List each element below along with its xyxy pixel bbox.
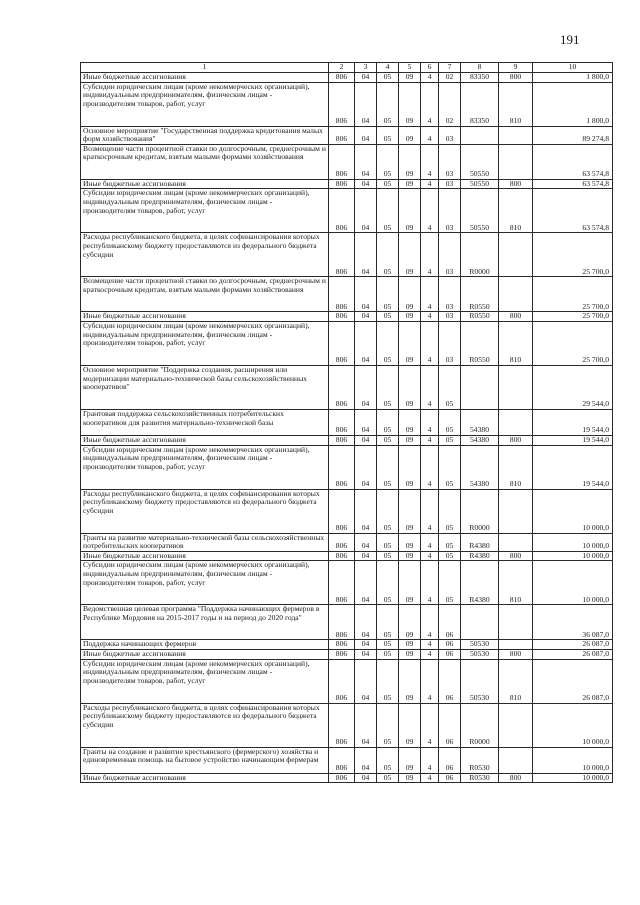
row-program-code: 09 xyxy=(399,73,421,83)
row-expense-type-code: 800 xyxy=(499,551,533,561)
row-ministry-code: 806 xyxy=(329,533,355,551)
row-program-code: 09 xyxy=(399,649,421,659)
row-program-code: 09 xyxy=(399,703,421,747)
row-program-code: 09 xyxy=(399,144,421,179)
row-event-code: 06 xyxy=(439,659,461,703)
row-program-code: 09 xyxy=(399,747,421,773)
row-event-code: 05 xyxy=(439,489,461,533)
row-ministry-code: 806 xyxy=(329,561,355,605)
row-subprogram-code: 4 xyxy=(421,144,439,179)
row-program-code: 09 xyxy=(399,561,421,605)
row-program-code: 09 xyxy=(399,365,421,409)
row-description: Субсидии юридическим лицам (кроме некоммерческих организаций), индивидуальным предпринимателям, физическим лицам - производителям товаров, работ, услуг xyxy=(81,445,329,489)
row-direction-code: R0000 xyxy=(461,233,499,277)
row-ministry-code: 806 xyxy=(329,179,355,189)
row-expense-type-code: 800 xyxy=(499,435,533,445)
row-subsection-code: 05 xyxy=(377,277,399,312)
table-row xyxy=(81,365,613,409)
row-program-code: 09 xyxy=(399,312,421,322)
row-expense-type-code xyxy=(499,233,533,277)
row-event-code: 02 xyxy=(439,82,461,126)
row-direction-code: R4380 xyxy=(461,533,499,551)
row-section-code: 04 xyxy=(355,82,377,126)
row-ministry-code: 806 xyxy=(329,640,355,650)
row-section-code: 04 xyxy=(355,435,377,445)
row-amount: 29 544,0 xyxy=(533,365,613,409)
row-direction-code: 83350 xyxy=(461,73,499,83)
table-row xyxy=(81,445,613,489)
row-section-code: 04 xyxy=(355,277,377,312)
row-subprogram-code: 4 xyxy=(421,365,439,409)
row-subprogram-code: 4 xyxy=(421,747,439,773)
row-description: Возмещение части процентной ставки по долгосрочным, среднесрочным и краткосрочным кредитам, взятым малыми формами хозяйствования xyxy=(81,144,329,179)
row-amount: 10 000,0 xyxy=(533,561,613,605)
row-event-code: 05 xyxy=(439,561,461,605)
row-subprogram-code: 4 xyxy=(421,773,439,783)
row-ministry-code: 806 xyxy=(329,409,355,435)
row-event-code: 03 xyxy=(439,312,461,322)
row-subprogram-code: 4 xyxy=(421,445,439,489)
row-ministry-code: 806 xyxy=(329,773,355,783)
row-expense-type-code: 800 xyxy=(499,179,533,189)
row-program-code: 09 xyxy=(399,773,421,783)
row-amount: 1 800,0 xyxy=(533,82,613,126)
row-section-code: 04 xyxy=(355,144,377,179)
table-row xyxy=(81,773,613,783)
row-program-code: 09 xyxy=(399,640,421,650)
table-row xyxy=(81,321,613,365)
row-subsection-code: 05 xyxy=(377,489,399,533)
row-event-code: 03 xyxy=(439,321,461,365)
row-event-code: 03 xyxy=(439,144,461,179)
row-amount: 25 700,0 xyxy=(533,277,613,312)
table-row xyxy=(81,561,613,605)
row-amount: 10 000,0 xyxy=(533,773,613,783)
row-section-code: 04 xyxy=(355,489,377,533)
row-amount: 63 574,8 xyxy=(533,179,613,189)
row-amount: 10 000,0 xyxy=(533,703,613,747)
row-direction-code: R0530 xyxy=(461,747,499,773)
row-direction-code: R0550 xyxy=(461,312,499,322)
row-program-code: 09 xyxy=(399,551,421,561)
row-section-code: 04 xyxy=(355,659,377,703)
header-cell-name: 1 xyxy=(81,63,329,73)
row-event-code: 06 xyxy=(439,773,461,783)
row-ministry-code: 806 xyxy=(329,445,355,489)
row-ministry-code: 806 xyxy=(329,144,355,179)
row-description: Субсидии юридическим лицам (кроме некоммерческих организаций), индивидуальным предпринимателям, физическим лицам - производителям товаров, работ, услуг xyxy=(81,561,329,605)
header-cell-subsection: 4 xyxy=(377,63,399,73)
row-direction-code: 50550 xyxy=(461,144,499,179)
row-ministry-code: 806 xyxy=(329,649,355,659)
table-row xyxy=(81,179,613,189)
table-row xyxy=(81,605,613,640)
row-direction-code: R0000 xyxy=(461,703,499,747)
row-ministry-code: 806 xyxy=(329,82,355,126)
row-event-code: 06 xyxy=(439,640,461,650)
table-row xyxy=(81,640,613,650)
row-expense-type-code: 810 xyxy=(499,82,533,126)
row-direction-code: 50530 xyxy=(461,659,499,703)
row-event-code: 06 xyxy=(439,703,461,747)
row-description: Иные бюджетные ассигнования xyxy=(81,179,329,189)
table-row xyxy=(81,233,613,277)
row-subprogram-code: 4 xyxy=(421,659,439,703)
row-direction-code: 50550 xyxy=(461,179,499,189)
row-section-code: 04 xyxy=(355,126,377,144)
row-subprogram-code: 4 xyxy=(421,435,439,445)
row-direction-code: R0000 xyxy=(461,489,499,533)
row-subsection-code: 05 xyxy=(377,126,399,144)
row-expense-type-code xyxy=(499,126,533,144)
row-program-code: 09 xyxy=(399,605,421,640)
table-row xyxy=(81,435,613,445)
row-description: Возмещение части процентной ставки по долгосрочным, среднесрочным и краткосрочным кредитам, взятым малыми формами хозяйствования xyxy=(81,277,329,312)
row-subsection-code: 05 xyxy=(377,561,399,605)
table-row xyxy=(81,747,613,773)
row-event-code: 06 xyxy=(439,605,461,640)
row-ministry-code: 806 xyxy=(329,605,355,640)
table-row xyxy=(81,551,613,561)
header-cell-direction: 8 xyxy=(461,63,499,73)
row-expense-type-code: 810 xyxy=(499,189,533,233)
row-subsection-code: 05 xyxy=(377,312,399,322)
row-description: Основное мероприятие "Государственная поддержка кредитования малых форм хозяйствования" xyxy=(81,126,329,144)
row-direction-code: 54380 xyxy=(461,409,499,435)
row-section-code: 04 xyxy=(355,321,377,365)
row-subsection-code: 05 xyxy=(377,144,399,179)
row-amount: 36 087,0 xyxy=(533,605,613,640)
table-row xyxy=(81,144,613,179)
row-description: Грантовая поддержка сельскохозяйственных потребительских кооперативов для развития материально-технической базы xyxy=(81,409,329,435)
row-expense-type-code xyxy=(499,409,533,435)
row-direction-code: 50530 xyxy=(461,640,499,650)
table-row xyxy=(81,189,613,233)
header-cell-section: 3 xyxy=(355,63,377,73)
row-expense-type-code: 800 xyxy=(499,649,533,659)
row-subprogram-code: 4 xyxy=(421,561,439,605)
row-program-code: 09 xyxy=(399,233,421,277)
row-event-code: 05 xyxy=(439,365,461,409)
row-subprogram-code: 4 xyxy=(421,649,439,659)
row-section-code: 04 xyxy=(355,649,377,659)
row-event-code: 05 xyxy=(439,409,461,435)
row-expense-type-code: 810 xyxy=(499,561,533,605)
row-subsection-code: 05 xyxy=(377,409,399,435)
row-description: Иные бюджетные ассигнования xyxy=(81,435,329,445)
row-description: Основное мероприятие "Поддержка создания, расширения или модернизации материально-технической базы сельскохозяйственных кооперативов" xyxy=(81,365,329,409)
header-cell-expense-type: 9 xyxy=(499,63,533,73)
row-description: Субсидии юридическим лицам (кроме некоммерческих организаций), индивидуальным предпринимателям, физическим лицам - производителям товаров, работ, услуг xyxy=(81,82,329,126)
table-row xyxy=(81,409,613,435)
table-row xyxy=(81,703,613,747)
row-ministry-code: 806 xyxy=(329,189,355,233)
row-subsection-code: 05 xyxy=(377,189,399,233)
row-direction-code: R0550 xyxy=(461,277,499,312)
row-subsection-code: 05 xyxy=(377,747,399,773)
row-subprogram-code: 4 xyxy=(421,312,439,322)
row-ministry-code: 806 xyxy=(329,321,355,365)
row-program-code: 09 xyxy=(399,321,421,365)
row-subsection-code: 05 xyxy=(377,321,399,365)
row-program-code: 09 xyxy=(399,179,421,189)
row-expense-type-code xyxy=(499,533,533,551)
row-section-code: 04 xyxy=(355,73,377,83)
row-ministry-code: 806 xyxy=(329,365,355,409)
row-program-code: 09 xyxy=(399,126,421,144)
row-amount: 19 544,0 xyxy=(533,435,613,445)
row-subsection-code: 05 xyxy=(377,82,399,126)
row-description: Субсидии юридическим лицам (кроме некоммерческих организаций), индивидуальным предпринимателям, физическим лицам - производителям товаров, работ, услуг xyxy=(81,659,329,703)
row-expense-type-code xyxy=(499,605,533,640)
row-direction-code: R0530 xyxy=(461,773,499,783)
row-description: Поддержка начинающих фермеров xyxy=(81,640,329,650)
row-section-code: 04 xyxy=(355,640,377,650)
row-subprogram-code: 4 xyxy=(421,703,439,747)
row-description: Иные бюджетные ассигнования xyxy=(81,73,329,83)
row-subprogram-code: 4 xyxy=(421,126,439,144)
row-ministry-code: 806 xyxy=(329,435,355,445)
row-subsection-code: 05 xyxy=(377,605,399,640)
row-event-code: 05 xyxy=(439,435,461,445)
row-ministry-code: 806 xyxy=(329,489,355,533)
row-description: Расходы республиканского бюджета, в целях софинансирования которых республиканскому бюджету предоставляются из федерального бюджета субсидии xyxy=(81,703,329,747)
row-expense-type-code xyxy=(499,365,533,409)
row-program-code: 09 xyxy=(399,189,421,233)
header-cell-ministry: 2 xyxy=(329,63,355,73)
row-amount: 10 000,0 xyxy=(533,533,613,551)
row-expense-type-code xyxy=(499,747,533,773)
row-ministry-code: 806 xyxy=(329,312,355,322)
row-section-code: 04 xyxy=(355,445,377,489)
row-subsection-code: 05 xyxy=(377,233,399,277)
row-section-code: 04 xyxy=(355,561,377,605)
row-event-code: 03 xyxy=(439,233,461,277)
table-row xyxy=(81,533,613,551)
row-expense-type-code: 800 xyxy=(499,773,533,783)
row-direction-code: 83350 xyxy=(461,82,499,126)
row-direction-code xyxy=(461,365,499,409)
row-direction-code: R4380 xyxy=(461,551,499,561)
row-amount: 26 087,0 xyxy=(533,640,613,650)
row-subprogram-code: 4 xyxy=(421,73,439,83)
row-ministry-code: 806 xyxy=(329,703,355,747)
row-description: Ведомственная целевая программа "Поддержка начинающих фермеров в Республике Мордовия на 2015-2017 годы и на период до 2020 года" xyxy=(81,605,329,640)
row-section-code: 04 xyxy=(355,409,377,435)
row-event-code: 03 xyxy=(439,179,461,189)
row-section-code: 04 xyxy=(355,703,377,747)
row-event-code: 03 xyxy=(439,277,461,312)
table-row xyxy=(81,489,613,533)
table-row xyxy=(81,312,613,322)
row-subprogram-code: 4 xyxy=(421,533,439,551)
row-program-code: 09 xyxy=(399,82,421,126)
row-section-code: 04 xyxy=(355,533,377,551)
row-description: Иные бюджетные ассигнования xyxy=(81,649,329,659)
table-row xyxy=(81,82,613,126)
row-direction-code: R0550 xyxy=(461,321,499,365)
row-program-code: 09 xyxy=(399,659,421,703)
row-description: Расходы республиканского бюджета, в целях софинансирования которых республиканскому бюджету предоставляются из федерального бюджета субсидии xyxy=(81,233,329,277)
row-subprogram-code: 4 xyxy=(421,551,439,561)
row-subsection-code: 05 xyxy=(377,445,399,489)
row-section-code: 04 xyxy=(355,179,377,189)
row-subprogram-code: 4 xyxy=(421,189,439,233)
row-ministry-code: 806 xyxy=(329,551,355,561)
table-row xyxy=(81,73,613,83)
row-subprogram-code: 4 xyxy=(421,179,439,189)
header-row xyxy=(81,63,613,73)
row-amount: 10 000,0 xyxy=(533,489,613,533)
row-subsection-code: 05 xyxy=(377,365,399,409)
row-subprogram-code: 4 xyxy=(421,321,439,365)
row-ministry-code: 806 xyxy=(329,126,355,144)
row-subsection-code: 05 xyxy=(377,179,399,189)
page-number: 191 xyxy=(560,32,580,47)
table-body xyxy=(81,73,613,783)
row-ministry-code: 806 xyxy=(329,277,355,312)
row-event-code: 02 xyxy=(439,73,461,83)
header-cell-event: 7 xyxy=(439,63,461,73)
row-subprogram-code: 4 xyxy=(421,605,439,640)
table-row xyxy=(81,126,613,144)
row-program-code: 09 xyxy=(399,533,421,551)
row-section-code: 04 xyxy=(355,233,377,277)
row-section-code: 04 xyxy=(355,747,377,773)
row-expense-type-code xyxy=(499,640,533,650)
row-program-code: 09 xyxy=(399,489,421,533)
row-expense-type-code: 800 xyxy=(499,73,533,83)
table-row xyxy=(81,659,613,703)
row-description: Иные бюджетные ассигнования xyxy=(81,312,329,322)
row-amount: 25 700,0 xyxy=(533,233,613,277)
row-direction-code xyxy=(461,605,499,640)
header-cell-amount: 10 xyxy=(533,63,613,73)
row-amount: 63 574,8 xyxy=(533,144,613,179)
row-description: Иные бюджетные ассигнования xyxy=(81,773,329,783)
row-ministry-code: 806 xyxy=(329,73,355,83)
row-amount: 10 000,0 xyxy=(533,551,613,561)
row-subprogram-code: 4 xyxy=(421,277,439,312)
row-description: Субсидии юридическим лицам (кроме некоммерческих организаций), индивидуальным предпринимателям, физическим лицам - производителям товаров, работ, услуг xyxy=(81,189,329,233)
budget-table xyxy=(80,62,613,783)
row-section-code: 04 xyxy=(355,605,377,640)
row-expense-type-code xyxy=(499,489,533,533)
row-event-code: 06 xyxy=(439,747,461,773)
row-amount: 19 544,0 xyxy=(533,445,613,489)
row-description: Расходы республиканского бюджета, в целях софинансирования которых республиканскому бюджету предоставляются из федерального бюджета субсидии xyxy=(81,489,329,533)
row-subprogram-code: 4 xyxy=(421,82,439,126)
row-section-code: 04 xyxy=(355,365,377,409)
row-subprogram-code: 4 xyxy=(421,489,439,533)
row-event-code: 05 xyxy=(439,445,461,489)
table-header xyxy=(81,63,613,73)
row-direction-code xyxy=(461,126,499,144)
row-description: Субсидии юридическим лицам (кроме некоммерческих организаций), индивидуальным предпринимателям, физическим лицам - производителям товаров, работ, услуг xyxy=(81,321,329,365)
row-subsection-code: 05 xyxy=(377,73,399,83)
header-cell-subprogram: 6 xyxy=(421,63,439,73)
row-event-code: 03 xyxy=(439,126,461,144)
row-description: Иные бюджетные ассигнования xyxy=(81,551,329,561)
row-expense-type-code: 810 xyxy=(499,659,533,703)
row-description: Гранты на развитие материально-технической базы сельскохозяйственных потребительских кооперативов xyxy=(81,533,329,551)
table-row xyxy=(81,277,613,312)
row-event-code: 06 xyxy=(439,649,461,659)
row-expense-type-code: 810 xyxy=(499,445,533,489)
row-section-code: 04 xyxy=(355,312,377,322)
header-cell-program: 5 xyxy=(399,63,421,73)
row-expense-type-code xyxy=(499,703,533,747)
row-program-code: 09 xyxy=(399,445,421,489)
row-amount: 1 800,0 xyxy=(533,73,613,83)
row-subsection-code: 05 xyxy=(377,773,399,783)
row-subsection-code: 05 xyxy=(377,649,399,659)
row-expense-type-code xyxy=(499,277,533,312)
row-section-code: 04 xyxy=(355,773,377,783)
row-subsection-code: 05 xyxy=(377,533,399,551)
table-row xyxy=(81,649,613,659)
row-program-code: 09 xyxy=(399,409,421,435)
row-amount: 19 544,0 xyxy=(533,409,613,435)
row-section-code: 04 xyxy=(355,189,377,233)
row-subsection-code: 05 xyxy=(377,435,399,445)
row-section-code: 04 xyxy=(355,551,377,561)
row-subprogram-code: 4 xyxy=(421,640,439,650)
row-expense-type-code: 810 xyxy=(499,321,533,365)
row-ministry-code: 806 xyxy=(329,233,355,277)
row-event-code: 05 xyxy=(439,533,461,551)
row-expense-type-code: 800 xyxy=(499,312,533,322)
row-expense-type-code xyxy=(499,144,533,179)
row-direction-code: 54380 xyxy=(461,445,499,489)
row-subprogram-code: 4 xyxy=(421,409,439,435)
row-amount: 63 574,8 xyxy=(533,189,613,233)
row-direction-code: 54380 xyxy=(461,435,499,445)
row-event-code: 03 xyxy=(439,189,461,233)
row-amount: 89 274,8 xyxy=(533,126,613,144)
row-direction-code: 50550 xyxy=(461,189,499,233)
row-subsection-code: 05 xyxy=(377,551,399,561)
row-amount: 26 087,0 xyxy=(533,649,613,659)
row-program-code: 09 xyxy=(399,435,421,445)
row-subsection-code: 05 xyxy=(377,703,399,747)
row-description: Гранты на создание и развитие крестьянского (фермерского) хозяйства и единовременная помощь на бытовое устройство начинающим фермерам xyxy=(81,747,329,773)
row-direction-code: 50530 xyxy=(461,649,499,659)
row-ministry-code: 806 xyxy=(329,659,355,703)
row-program-code: 09 xyxy=(399,277,421,312)
row-subprogram-code: 4 xyxy=(421,233,439,277)
row-subsection-code: 05 xyxy=(377,659,399,703)
row-event-code: 05 xyxy=(439,551,461,561)
row-amount: 10 000,0 xyxy=(533,747,613,773)
row-amount: 25 700,0 xyxy=(533,321,613,365)
row-subsection-code: 05 xyxy=(377,640,399,650)
row-direction-code: R4380 xyxy=(461,561,499,605)
row-amount: 25 700,0 xyxy=(533,312,613,322)
row-ministry-code: 806 xyxy=(329,747,355,773)
row-amount: 26 087,0 xyxy=(533,659,613,703)
